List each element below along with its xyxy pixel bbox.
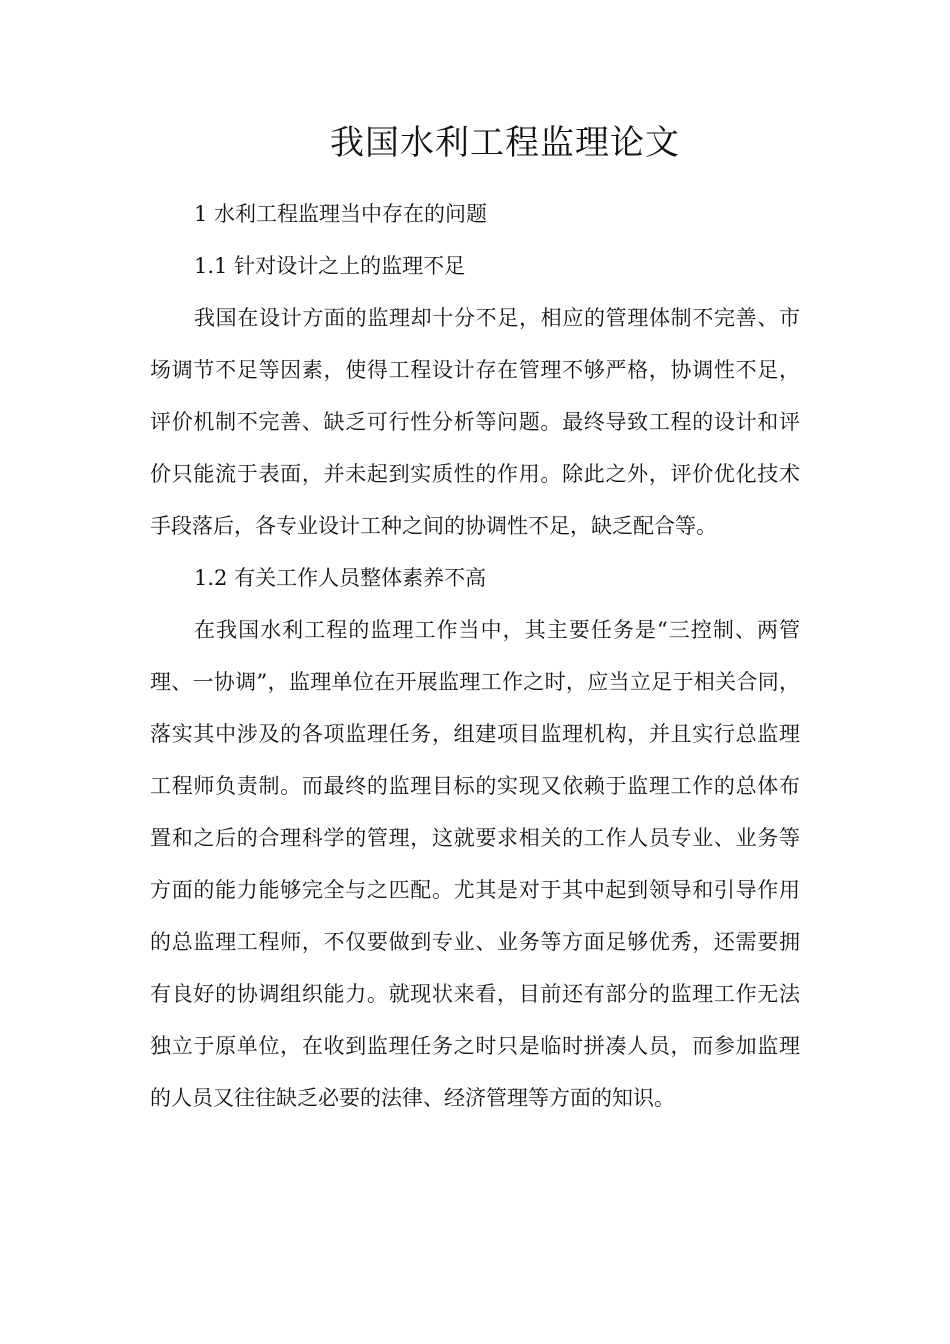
document-title: 我国水利工程监理论文: [330, 123, 680, 163]
paragraph-staff-quality: 在我国水利工程的监理工作当中，其主要任务是“三控制、两管理、一协调”，监理单位在开展监理工作之时，应当立足于相关合同，落实其中涉及的各项监理任务，组建项目监理机构，并且实行总监理工程师负责制。而最终的监理目标的实现又依赖于监理工作的总体布置和之后的合理科学的管理，这就要求相关的工作人员专业、业务等方面的能力能够完全与之匹配。尤其是对于其中起到领导和引导作用的总监理工程师，不仅要做到专业、业务等方面足够优秀，还需要拥有良好的协调组织能力。就现状来看，目前还有部分的监理工作无法独立于原单位，在收到监理任务之时只是临时拼凑人员，而参加监理的人员又往往缺乏必要的法律、经济管理等方面的知识。: [150, 618, 800, 1110]
section-heading-1: 1 水利工程监理当中存在的问题: [194, 202, 488, 226]
section-heading-1-1: 1.1 针对设计之上的监理不足: [194, 254, 466, 278]
paragraph-design-supervision: 我国在设计方面的监理却十分不足，相应的管理体制不完善、市场调节不足等因素，使得工程设计存在管理不够严格，协调性不足，评价机制不完善、缺乏可行性分析等问题。最终导致工程的设计和评价只能流于表面，并未起到实质性的作用。除此之外，评价优化技术手段落后，各专业设计工种之间的协调性不足，缺乏配合等。: [150, 306, 800, 538]
document-body: [150, 188, 800, 1124]
section-heading-1-2: 1.2 有关工作人员整体素养不高: [194, 566, 487, 590]
